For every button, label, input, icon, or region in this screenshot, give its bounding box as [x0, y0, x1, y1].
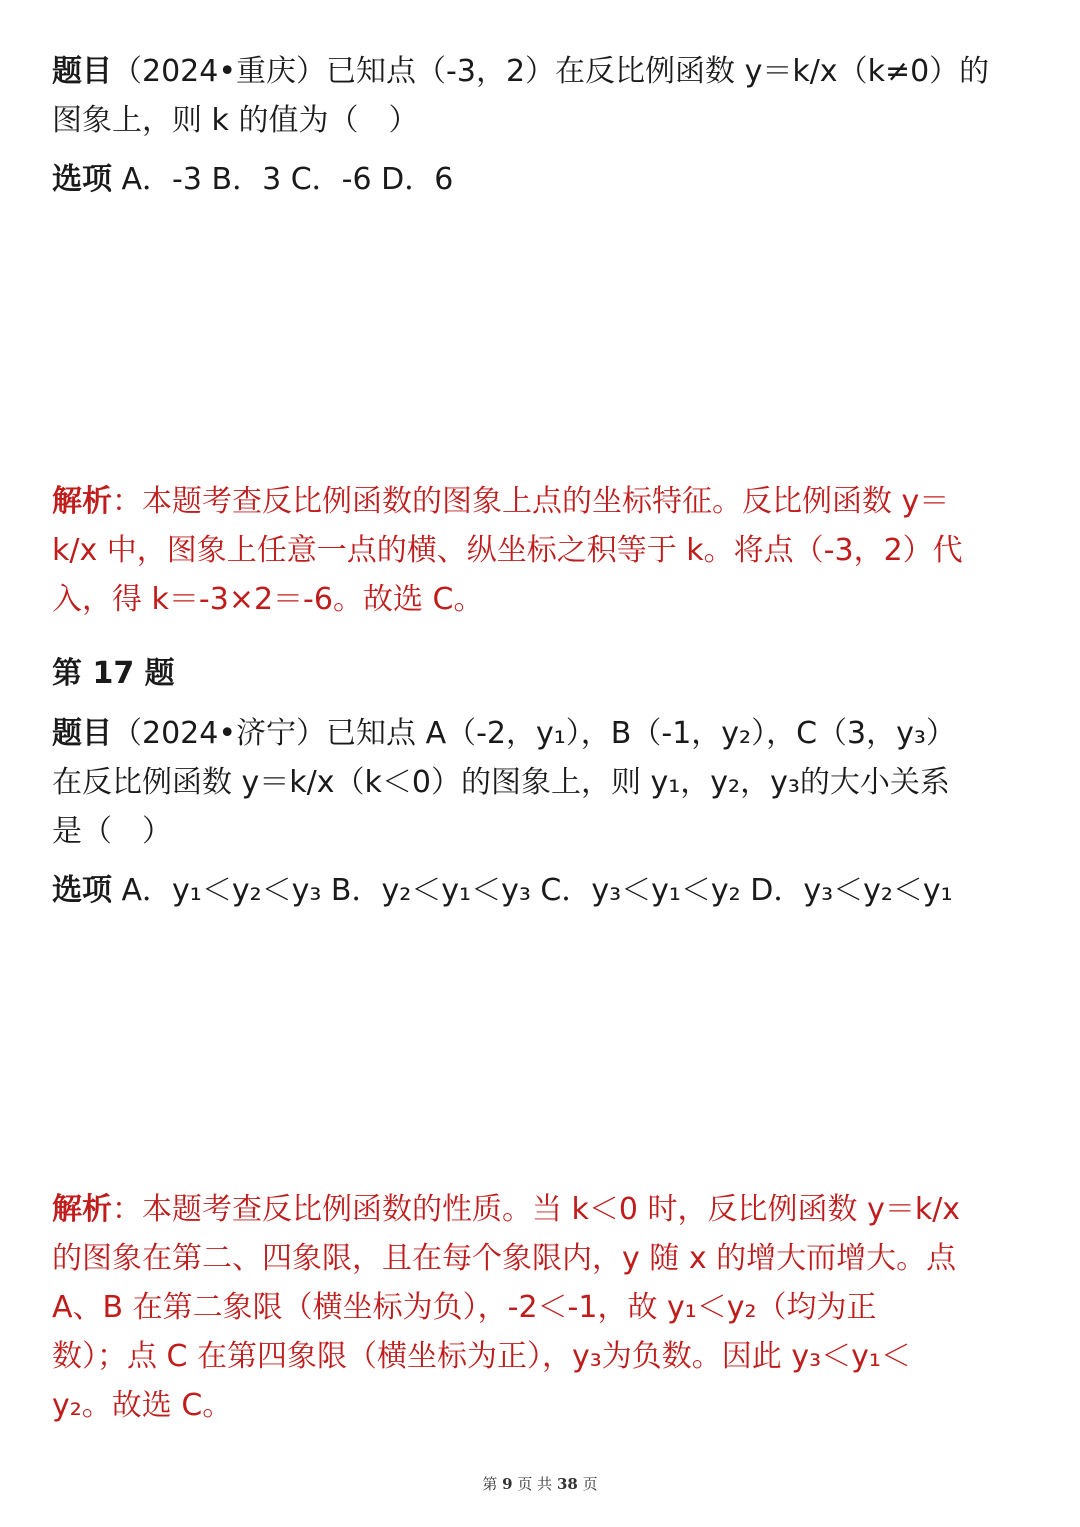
footer-prefix: 第 — [482, 1475, 498, 1493]
q17-heading: 第 17 题 — [52, 656, 175, 691]
q17-analysis-line-3: A、B 在第二象限（横坐标为负），-2＜-1，故 y₁＜y₂（均为正 — [52, 1290, 877, 1325]
footer-middle: 页 共 — [517, 1475, 553, 1493]
q17-title-line-2: 在反比例函数 y＝k/x（k＜0）的图象上，则 y₁，y₂，y₃的大小关系 — [52, 765, 950, 800]
q16-analysis-label: 解析 — [52, 484, 112, 519]
q17-options-line — [52, 866, 1027, 915]
q17-options — [52, 866, 1027, 915]
q16-options-label: 选项 — [52, 162, 112, 197]
q16-title-label: 题目 — [52, 54, 112, 89]
q16-title-text-1: （2024•重庆）已知点（-3，2）在反比例函数 y＝k/x（k≠0）的 — [112, 54, 990, 89]
q16-analysis-line-1 — [52, 477, 1027, 526]
q17-analysis-line-1 — [52, 1185, 1027, 1234]
q17-options-label: 选项 — [52, 873, 112, 908]
footer-suffix: 页 — [582, 1475, 598, 1493]
q17-title-line-3: 是（ ） — [52, 814, 172, 849]
page-footer — [0, 1473, 1080, 1494]
q17-options-text: A．y₁＜y₂＜y₃ B．y₂＜y₁＜y₃ C．y₃＜y₁＜y₂ D．y₃＜y₂＜y₁ — [112, 873, 953, 908]
q17-title-label: 题目 — [52, 716, 112, 751]
q17-title — [52, 709, 1027, 856]
q17-analysis-label: 解析 — [52, 1192, 112, 1227]
q16-analysis-line-3: 入，得 k＝-3×2＝-6。故选 C。 — [52, 582, 484, 617]
q16-options-text: A．-3 B．3 C．-6 D．6 — [112, 162, 454, 197]
q17-analysis-line-4: 数）；点 C 在第四象限（横坐标为正），y₃为负数。因此 y₃＜y₁＜ — [52, 1339, 911, 1374]
q16-title-line-2: 图象上，则 k 的值为（ ） — [52, 103, 419, 138]
q16-options-line — [52, 155, 1027, 204]
footer-total-pages: 38 — [556, 1475, 578, 1493]
q17-analysis-line-2: 的图象在第二、四象限，且在每个象限内，y 随 x 的增大而增大。点 — [52, 1241, 957, 1276]
q16-analysis — [52, 477, 1027, 624]
q17-title-text-1: （2024•济宁）已知点 A（-2，y₁），B（-1，y₂），C（3，y₃） — [112, 716, 956, 751]
q16-title — [52, 47, 1027, 145]
q17-analysis-line-5: y₂。故选 C。 — [52, 1388, 233, 1423]
footer-page-number: 9 — [502, 1475, 513, 1493]
q16-analysis-line-2: k/x 中，图象上任意一点的横、纵坐标之积等于 k。将点（-3，2）代 — [52, 533, 963, 568]
q16-options — [52, 155, 1027, 204]
q17-analysis — [52, 1185, 1027, 1430]
q16-analysis-text-1: ：本题考查反比例函数的图象上点的坐标特征。反比例函数 y＝ — [112, 484, 950, 519]
q16-title-line-1 — [52, 47, 1027, 96]
q17-title-line-1 — [52, 709, 1027, 758]
q17-analysis-text-1: ：本题考查反比例函数的性质。当 k＜0 时，反比例函数 y＝k/x — [112, 1192, 961, 1227]
